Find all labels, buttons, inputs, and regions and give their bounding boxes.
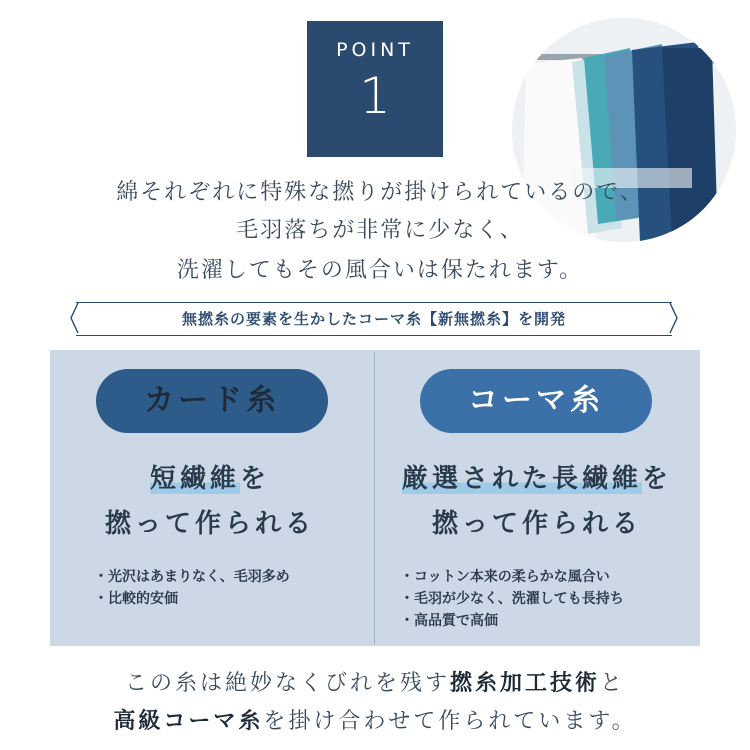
intro-line-3: 洗濯してもその風合いは保たれます。 xyxy=(176,258,584,283)
combed-heading-line-2: 撚って作られる xyxy=(431,509,642,539)
outro-line-2 xyxy=(40,704,710,735)
outro-emphasis: 撚糸加工技術 xyxy=(449,671,600,696)
card-heading-highlight: 短繊維 xyxy=(149,464,240,494)
card-yarn-label: カード糸 xyxy=(144,383,280,418)
intro-line-1: 綿それぞれに特殊な撚りが掛けられているので、 xyxy=(116,180,644,205)
list-item: ・毛羽が少なく、洗濯しても長持ち xyxy=(400,591,624,607)
combed-heading-line-1 xyxy=(378,458,696,495)
card-features-list xyxy=(94,566,290,610)
outro-text: と xyxy=(600,671,626,696)
comparison-divider xyxy=(374,352,375,644)
list-item: ・コットン本来の柔らかな風合い xyxy=(400,569,610,585)
combed-features-list xyxy=(400,566,624,632)
combed-yarn-label: コーマ糸 xyxy=(468,383,604,418)
outro-line-1 xyxy=(40,666,710,697)
combed-heading-rest: を xyxy=(642,464,673,494)
card-heading-rest: を xyxy=(240,464,271,494)
outro-text: を掛け合わせて作られています。 xyxy=(263,709,637,734)
list-item: ・高品質で高価 xyxy=(400,613,498,629)
card-heading-line-1 xyxy=(60,458,360,495)
card-yarn-pill xyxy=(96,369,328,433)
point-badge xyxy=(307,21,443,157)
banner-heading: 無撚糸の要素を生かしたコーマ糸【新無撚糸】を開発 xyxy=(76,302,672,336)
combed-heading-highlight: 厳選された長繊維 xyxy=(401,464,642,494)
intro-line-2: 毛羽落ちが非常に少なく、 xyxy=(236,218,524,243)
combed-yarn-pill xyxy=(420,369,652,433)
card-heading-line-2: 撚って作られる xyxy=(104,509,315,539)
outro-emphasis: 高級コーマ糸 xyxy=(113,709,264,734)
list-item: ・比較的安価 xyxy=(94,591,178,607)
outro-text: この糸は絶妙なくびれを残す xyxy=(124,671,450,696)
towel-rack-photo xyxy=(512,18,736,242)
point-number: 1 xyxy=(359,67,391,125)
list-item: ・光沢はあまりなく、毛羽多め xyxy=(94,569,290,585)
point-label: POINT xyxy=(336,39,414,61)
banner-bracket-right xyxy=(668,303,678,333)
